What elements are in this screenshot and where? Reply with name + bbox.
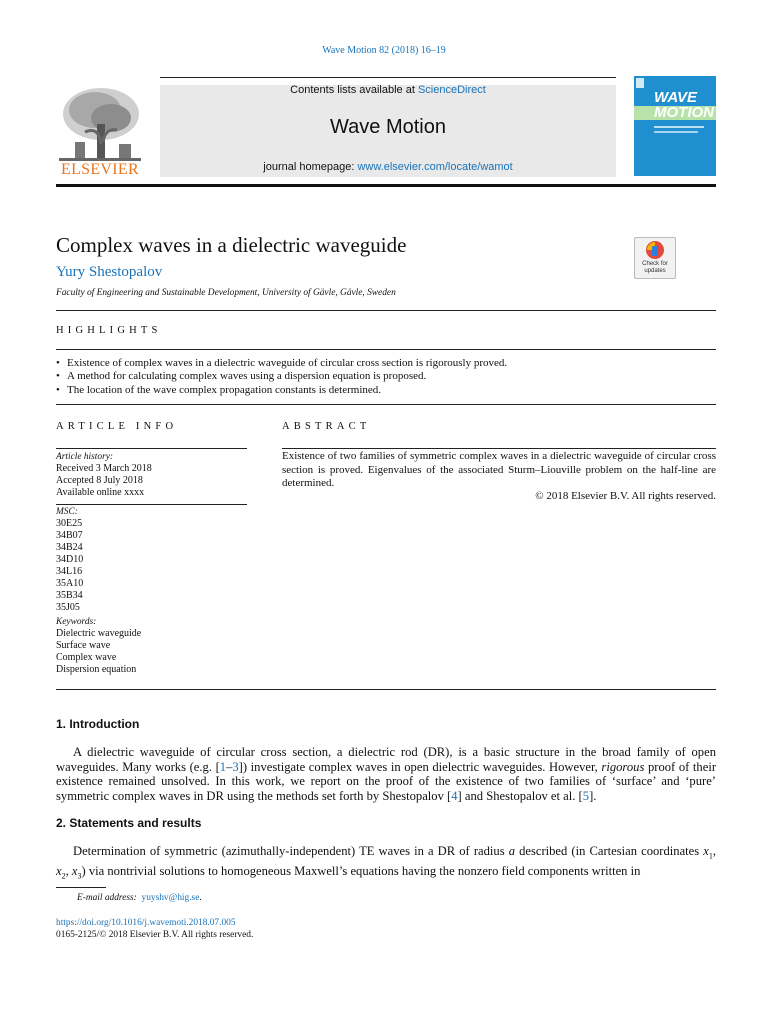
msc-code: 34B07	[56, 530, 83, 541]
cover-title-line1: WAVE	[654, 89, 698, 106]
homepage-prefix: journal homepage:	[263, 161, 358, 173]
math-symbol: x	[703, 844, 709, 858]
abstract-copyright: © 2018 Elsevier B.V. All rights reserved.	[535, 490, 716, 502]
math-symbol: x	[56, 864, 62, 879]
journal-cover	[634, 76, 716, 176]
keywords-label: Keywords:	[56, 617, 97, 627]
s2-text: Determination of symmetric (azimuthally-independent) TE waves in a DR of radius	[73, 844, 509, 858]
author-name[interactable]: Yury Shestopalov	[56, 264, 163, 280]
check-updates-badge[interactable]	[634, 237, 676, 279]
footnote-rule	[56, 887, 106, 888]
highlight-item: • Existence of complex waves in a dielectric waveguide of circular cross section is rigorously proved.	[56, 357, 716, 370]
section-2-heading: 2. Statements and results	[56, 816, 202, 830]
journal-name: Wave Motion	[330, 116, 446, 138]
keyword: Dispersion equation	[56, 664, 137, 675]
intro-text: –	[226, 759, 233, 774]
intro-text: A dielectric waveguide of circular cross section, a dielectric rod (DR), is a basic structure in the broad family of open waveguides. Many works (e.g. [	[56, 745, 716, 774]
email-end: .	[199, 893, 202, 903]
section-intro-heading: 1. Introduction	[56, 717, 140, 731]
elsevier-tree-icon	[55, 84, 145, 164]
ref-link[interactable]: 5	[582, 788, 590, 803]
intro-emphasis: rigorous	[601, 759, 645, 774]
abstract-text: Existence of two families of symmetric complex waves in a dielectric waveguide of circular cross section is proved. Eigenvalues of the associated Sturm–Liouville problem on the half-line are determined.	[282, 450, 716, 490]
math-subscript: 3	[77, 871, 82, 881]
rule-after-highlights-heading	[56, 349, 716, 350]
header-thick-rule	[56, 184, 716, 187]
intro-text: ].	[589, 788, 597, 803]
article-info-heading: ARTICLE INFO	[56, 421, 178, 432]
check-updates-line1: Check for	[642, 261, 668, 267]
section-intro-paragraph	[56, 745, 716, 803]
issn-line: 0165-2125/© 2018 Elsevier B.V. All rights reserved.	[56, 930, 254, 940]
homepage-link[interactable]: www.elsevier.com/locate/wamot	[357, 161, 513, 173]
highlight-item: • The location of the wave complex propagation constants is determined.	[56, 384, 716, 397]
affiliation: Faculty of Engineering and Sustainable Development, University of Gävle, Gävle, Sweden	[56, 288, 396, 298]
msc-code: 34L16	[56, 566, 83, 577]
intro-text: ] and Shestopalov et al. [	[457, 788, 583, 803]
rule-before-body	[56, 689, 716, 690]
abstract-heading: ABSTRACT	[282, 421, 371, 432]
highlights-list	[56, 357, 716, 397]
history-online: Available online xxxx	[56, 487, 145, 498]
msc-code: 34B24	[56, 542, 83, 553]
cover-text-line	[654, 126, 704, 128]
contents-prefix: Contents lists available at	[290, 84, 418, 96]
journal-citation[interactable]: Wave Motion 82 (2018) 16–19	[322, 45, 446, 56]
s2-text: ,	[712, 844, 717, 858]
check-updates-label	[635, 261, 675, 275]
s2-text: ,	[65, 864, 72, 879]
math-symbol: a	[508, 844, 515, 858]
msc-code: 34D10	[56, 554, 84, 565]
rule-article-info	[56, 448, 247, 449]
keyword: Surface wave	[56, 640, 111, 651]
cover-text-line	[654, 131, 698, 133]
s2-text: ) via nontrivial solutions to homogeneous Maxwell’s equations having the nonzero field components written in	[81, 864, 641, 879]
history-label: Article history:	[56, 452, 114, 462]
rule-after-highlights	[56, 404, 716, 405]
article-history	[56, 451, 247, 499]
intro-text: ]) investigate complex waves in open dielectric waveguides. However,	[238, 759, 602, 774]
msc-code: 35J05	[56, 602, 80, 613]
ref-link[interactable]: 3	[232, 759, 239, 774]
highlights-heading: HIGHLIGHTS	[56, 325, 162, 336]
check-updates-icon	[635, 238, 675, 262]
contents-line	[160, 84, 616, 96]
section-2-paragraph	[56, 844, 716, 884]
keyword: Complex wave	[56, 652, 117, 663]
rule-abstract	[282, 448, 716, 449]
msc-block	[56, 506, 247, 614]
s2-text: described (in Cartesian coordinates	[514, 844, 704, 858]
msc-code: 30E25	[56, 518, 83, 529]
elsevier-logo	[55, 84, 145, 180]
ref-link[interactable]: 4	[451, 788, 458, 803]
keywords-block	[56, 616, 247, 676]
highlight-item: • A method for calculating complex waves using a dispersion equation is proposed.	[56, 370, 716, 383]
keyword: Dielectric waveguide	[56, 628, 142, 639]
history-received: Received 3 March 2018	[56, 463, 152, 474]
msc-label: MSC:	[56, 507, 78, 517]
math-subscript: 2	[61, 871, 66, 881]
math-subscript: 1	[708, 851, 713, 861]
msc-code: 35B34	[56, 590, 83, 601]
journal-banner	[160, 85, 616, 177]
sciencedirect-link[interactable]: ScienceDirect	[417, 84, 486, 96]
cover-title-line2: MOTION	[654, 104, 714, 121]
history-accepted: Accepted 8 July 2018	[56, 475, 143, 486]
article-title: Complex waves in a dielectric waveguide	[56, 233, 407, 257]
math-symbol: x	[71, 864, 78, 879]
rule-msc	[56, 504, 247, 505]
cover-title	[654, 90, 714, 120]
ref-link[interactable]: 1	[219, 759, 227, 774]
email-link[interactable]: yuyshv@hig.se	[141, 893, 200, 903]
publisher-name: ELSEVIER	[61, 161, 139, 178]
footnote-email	[77, 893, 202, 903]
rule-before-highlights	[56, 310, 716, 311]
email-label: E-mail address:	[77, 893, 137, 903]
check-updates-line2: updates	[644, 268, 666, 274]
cover-logo-icon	[636, 78, 644, 88]
intro-text: proof of their existence remained unsolved. In this work, we report on the proof of the existence of two families of ‘surface’ and ‘pure’ symmetric complex waves in DR using the methods set forth by Shestopalov [	[56, 759, 717, 803]
header-top-rule	[160, 77, 616, 78]
msc-code: 35A10	[56, 578, 84, 589]
homepage-line	[160, 161, 616, 173]
doi-link[interactable]: https://doi.org/10.1016/j.wavemoti.2018.07.005	[56, 918, 236, 928]
